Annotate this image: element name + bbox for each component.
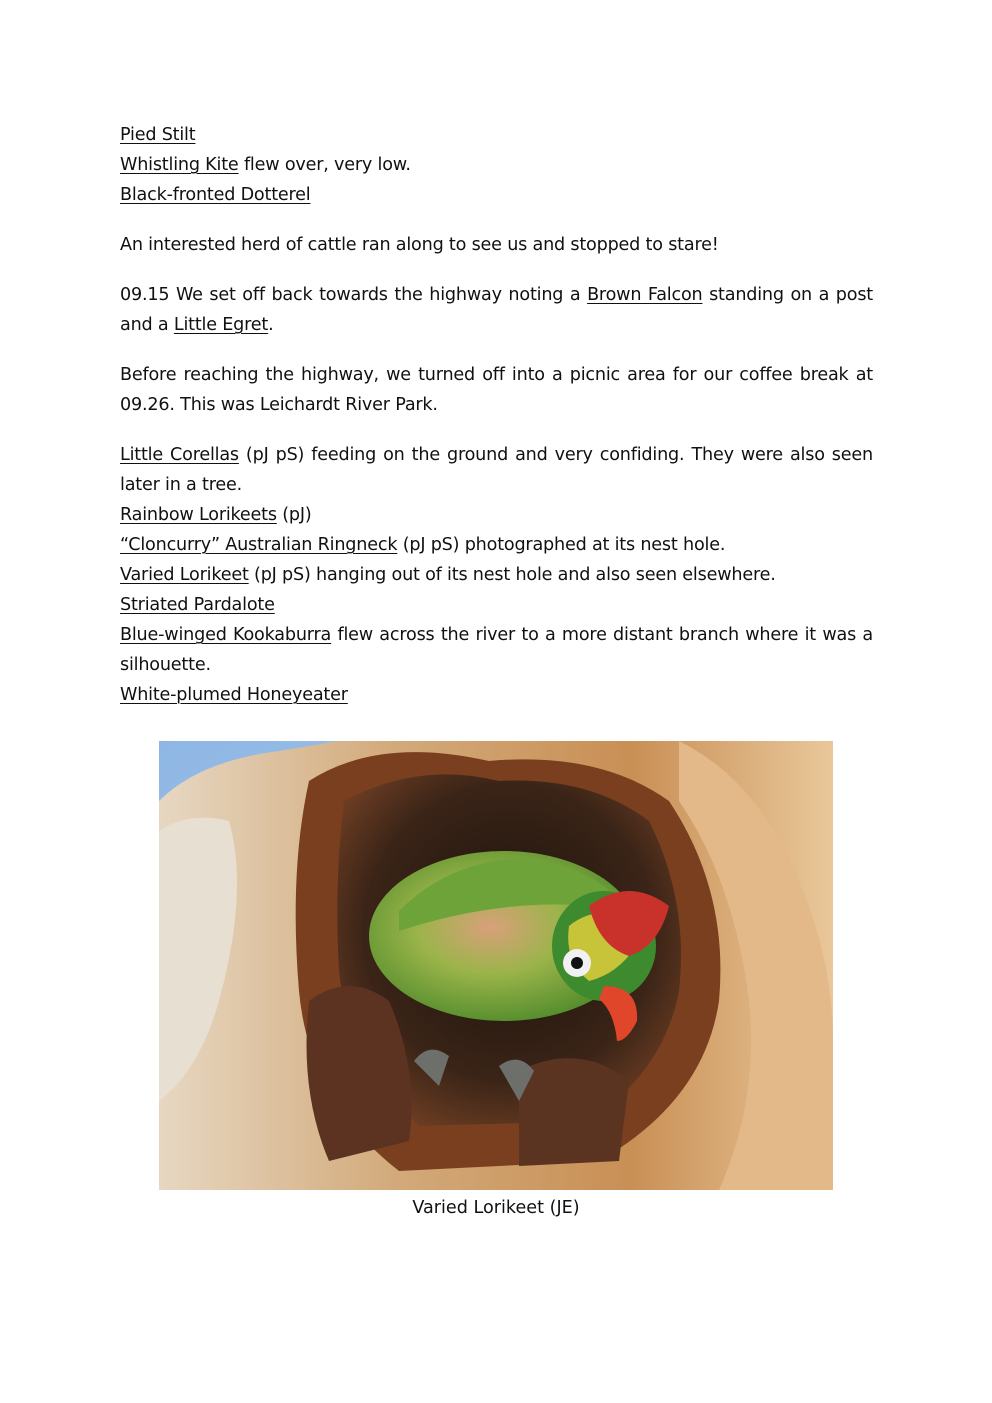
sighting-line [120, 530, 873, 560]
sighting-note: flew over, very low. [238, 155, 411, 175]
sighting-note: flew across the river to a more distant branch where it was a silhouette. [120, 625, 873, 675]
sighting-line [120, 680, 873, 710]
sighting-line [120, 500, 873, 530]
sighting-line [120, 560, 873, 590]
sighting-line [120, 590, 873, 620]
species-name: Little Corellas [120, 445, 239, 465]
species-name: Rainbow Lorikeets [120, 505, 277, 525]
sighting-line [120, 620, 873, 680]
sighting-note: (pJ pS) photographed at its nest hole. [397, 535, 726, 555]
species-name: Brown Falcon [587, 285, 703, 305]
sighting-line [120, 180, 873, 210]
sighting-note: (pJ pS) feeding on the ground and very confiding. They were also seen later in a tree. [120, 445, 873, 495]
species-name: Whistling Kite [120, 155, 239, 175]
species-name: Little Egret [173, 315, 269, 335]
text-run: . [268, 315, 274, 335]
paragraph-0915 [120, 280, 873, 340]
species-name: Varied Lorikeet [120, 565, 249, 585]
species-name: Black-fronted Dotterel [120, 185, 311, 205]
page-content [120, 120, 873, 710]
sighting-line [120, 120, 873, 150]
species-name: Striated Pardalote [120, 595, 275, 615]
varied-lorikeet-photo [159, 741, 833, 1190]
species-name: White-plumed Honeyeater [120, 685, 348, 705]
text-run: 09.15 We set off back towards the highway noting a [120, 285, 588, 305]
paragraph-cattle: An interested herd of cattle ran along to see us and stopped to stare! [120, 235, 719, 255]
text-run: standing on a post and a [120, 285, 873, 335]
sighting-line [120, 440, 873, 500]
sighting-line [120, 150, 873, 180]
sighting-note: (pJ pS) hanging out of its nest hole and also seen elsewhere. [248, 565, 776, 585]
species-name: “Cloncurry” Australian Ringneck [120, 535, 398, 555]
paragraph-picnic: Before reaching the highway, we turned off into a picnic area for our coffee break at 09.26. This was Leichardt River Park. [120, 365, 873, 415]
photo-caption: Varied Lorikeet (JE) [412, 1198, 580, 1218]
species-name: Pied Stilt [120, 125, 196, 145]
sighting-note: (pJ) [276, 505, 312, 525]
species-name: Blue-winged Kookaburra [120, 625, 332, 645]
